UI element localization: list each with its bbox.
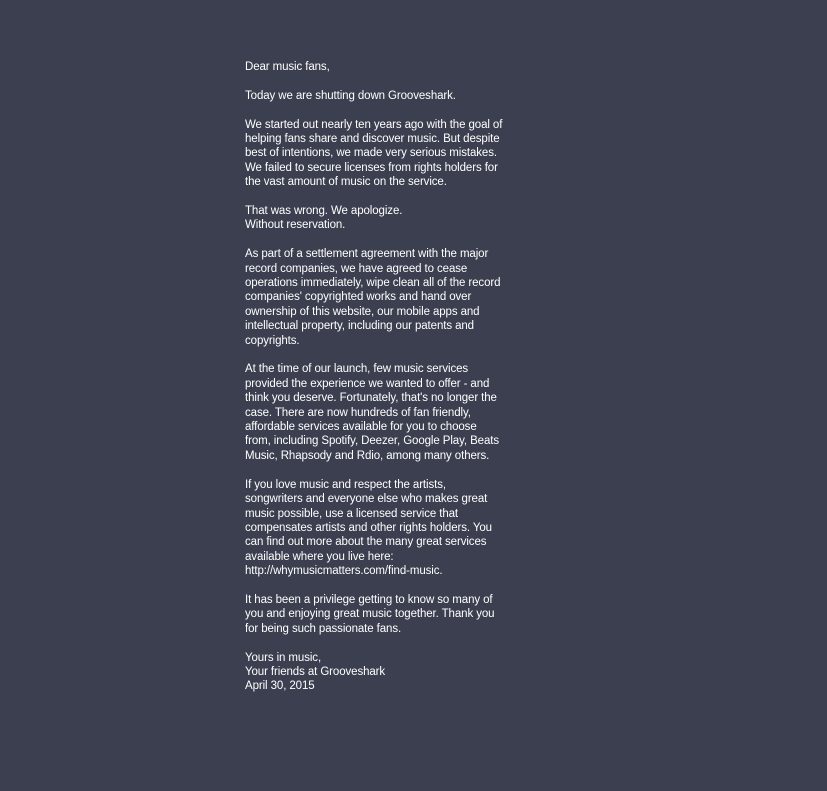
text-line: Without reservation.	[245, 219, 346, 232]
text-line: best of intentions, we made very serious mistakes.	[245, 147, 497, 160]
text-line: That was wrong. We apologize.	[245, 205, 403, 218]
text-line: If you love music and respect the artists,	[245, 478, 446, 491]
closing: Yours in music,	[245, 651, 322, 664]
paragraph-licensed	[245, 478, 535, 579]
text-line: think you deserve. Fortunately, that's no longer the	[245, 392, 497, 405]
text-line: the vast amount of music on the service.	[245, 176, 447, 189]
find-music-link[interactable]: http://whymusicmatters.com/find-music.	[245, 565, 443, 578]
announcement-text: Today we are shutting down Grooveshark.	[245, 89, 456, 102]
text-line: available where you live here:	[245, 550, 394, 563]
text-line: can find out more about the many great services	[245, 536, 487, 549]
text-line: affordable services available for you to choose	[245, 421, 477, 434]
sign-off	[245, 651, 535, 694]
paragraph-settlement	[245, 247, 535, 348]
text-line: intellectual property, including our patents and	[245, 320, 474, 333]
text-line: copyrights.	[245, 334, 300, 347]
text-line: songwriters and everyone else who makes great	[245, 493, 488, 506]
text-line: companies' copyrighted works and hand over	[245, 291, 472, 304]
text-line: We failed to secure licenses from rights holders for	[245, 161, 498, 174]
text-line: ownership of this website, our mobile apps and	[245, 305, 480, 318]
farewell-letter	[245, 60, 535, 708]
text-line: As part of a settlement agreement with the major	[245, 248, 489, 261]
signature: Your friends at Grooveshark	[245, 665, 386, 678]
greeting-text: Dear music fans,	[245, 61, 330, 73]
text-line: We started out nearly ten years ago with the goal of	[245, 118, 503, 131]
text-line: At the time of our launch, few music services	[245, 363, 469, 376]
text-line: you and enjoying great music together. Thank you	[245, 608, 495, 621]
letter-date: April 30, 2015	[245, 680, 315, 693]
text-line: provided the experience we wanted to offer - and	[245, 377, 490, 390]
paragraph-services	[245, 362, 535, 463]
paragraph-thanks	[245, 593, 535, 636]
text-line: Music, Rhapsody and Rdio, among many others.	[245, 449, 490, 462]
greeting	[245, 60, 535, 74]
announcement	[245, 89, 535, 103]
text-line: from, including Spotify, Deezer, Google Play, Beats	[245, 435, 499, 448]
text-line: case. There are now hundreds of fan friendly,	[245, 406, 471, 419]
paragraph-apology	[245, 204, 535, 233]
text-line: music possible, use a licensed service that	[245, 507, 459, 520]
paragraph-mistakes	[245, 118, 535, 190]
text-line: It has been a privilege getting to know so many of	[245, 593, 493, 606]
text-line: record companies, we have agreed to cease	[245, 262, 468, 275]
text-line: compensates artists and other rights holders. You	[245, 521, 492, 534]
text-line: operations immediately, wipe clean all of the record	[245, 277, 501, 290]
text-line: helping fans share and discover music. But despite	[245, 133, 500, 145]
text-line: for being such passionate fans.	[245, 622, 402, 635]
